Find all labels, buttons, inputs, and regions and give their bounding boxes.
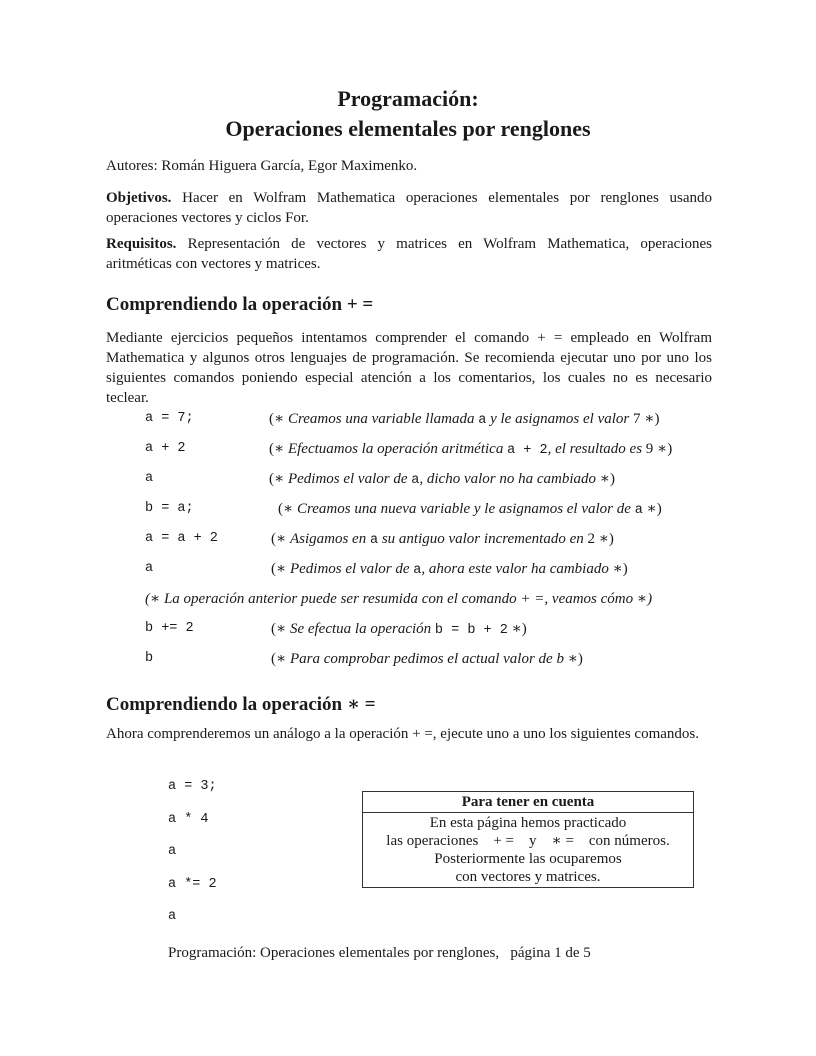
comment-part: Para comprobar pedimos el actual valor de b — [289, 651, 564, 667]
comment-part: a — [369, 533, 379, 548]
comment-part: su antiguo valor incrementado en — [378, 531, 588, 547]
comment-part: ∗) — [563, 651, 583, 667]
comment-part: Pedimos el valor de — [287, 471, 412, 487]
code-command: a = 7; — [145, 411, 194, 426]
section1-heading: Comprendiendo la operación + = — [106, 294, 374, 315]
comment-part: ∗) — [507, 621, 527, 637]
comment-part: (∗ — [278, 501, 297, 517]
comment-part: a — [411, 473, 420, 488]
code-row — [145, 618, 745, 648]
code-command: a — [145, 561, 154, 576]
authors: Autores: Román Higuera García, Egor Maximenko. — [106, 158, 418, 174]
objectives-paragraph — [106, 188, 712, 228]
comment-part: a — [413, 563, 422, 578]
note-line: Posteriormente las ocuparemos — [434, 851, 622, 867]
code-line: a — [168, 909, 177, 924]
comment-part: (∗ — [269, 471, 288, 487]
comment-part: , dicho valor no ha cambiado — [419, 471, 597, 487]
section1-code-block — [145, 408, 745, 588]
comment-part: Efectuamos la operación aritmética — [287, 441, 508, 457]
code-row — [145, 468, 745, 498]
code-comment — [278, 498, 662, 522]
code-row — [145, 408, 745, 438]
code-command: b = a; — [145, 501, 194, 516]
section1-intro: Mediante ejercicios pequeños intentamos comprender el comando + = empleado en Wolfram Mathematica y algunos otros lenguajes de programación. Se recomienda ejecutar uno por uno los siguientes comandos poniendo especial atención a los comentarios, los cuales no es necesario teclear. — [106, 330, 712, 406]
comment-part: Creamos una nueva variable y le asignamos el valor de — [296, 501, 635, 517]
code-row — [145, 558, 745, 588]
section1-code-block-2 — [145, 618, 745, 678]
code-command: b += 2 — [145, 621, 194, 636]
comment-part: , el resultado es — [547, 441, 646, 457]
comment-part: Creamos una variable llamada — [287, 411, 479, 427]
comment-part: ∗) — [594, 531, 614, 547]
comment-part: (∗ — [271, 561, 290, 577]
code-comment — [271, 558, 628, 582]
code-line: a *= 2 — [168, 876, 217, 892]
comment-part: , ahora este valor ha cambiado — [421, 561, 609, 577]
comment-part: ∗) — [653, 441, 673, 457]
objectives-label: Objetivos. — [106, 190, 172, 206]
note-line: con vectores y matrices. — [455, 869, 601, 885]
requirements-text: Representación de vectores y matrices en Wolfram Mathematica, operaciones aritméticas con vectores y matrices. — [106, 236, 712, 272]
code-comment — [269, 438, 672, 462]
code-row — [145, 648, 745, 678]
note-box — [362, 791, 694, 888]
code-command: b — [145, 651, 154, 666]
section2-intro: Ahora comprenderemos un análogo a la operación + =, ejecute uno a uno los siguientes comandos. — [106, 726, 699, 742]
objectives-text: Hacer en Wolfram Mathematica operaciones elementales por renglones usando operaciones vectores y ciclos For. — [106, 190, 712, 226]
comment-part: ∗) — [642, 501, 662, 517]
page-footer: Programación: Operaciones elementales por renglones, página 1 de 5 — [168, 945, 591, 961]
comment-part: y le asignamos el valor — [486, 411, 633, 427]
note-line: las operaciones + = y ∗ = con números. — [386, 833, 670, 849]
comment-part: 7 — [633, 411, 641, 427]
section2-code-block — [168, 776, 217, 939]
code-line: a — [168, 844, 177, 859]
code-comment — [271, 528, 614, 552]
comment-part: Se efectua la operación — [289, 621, 435, 637]
code-command: a — [145, 471, 154, 486]
code-line: a * 4 — [168, 811, 209, 827]
code-comment — [271, 648, 583, 672]
code-comment — [269, 408, 659, 432]
code-row — [145, 498, 745, 528]
comment-part: 2 — [587, 531, 595, 547]
comment-part: (∗ — [271, 621, 290, 637]
code-comment — [269, 468, 615, 492]
code-row — [145, 438, 745, 468]
comment-part: b = b + 2 — [434, 623, 508, 638]
code-line: a = 3; — [168, 779, 217, 794]
page-title-line1: Programación: — [337, 86, 479, 111]
code-command: a = a + 2 — [145, 531, 218, 546]
summary-comment: (∗ La operación anterior puede ser resumida con el comando + =, veamos cómo ∗) — [145, 591, 653, 607]
note-heading: Para tener en cuenta — [363, 792, 693, 813]
comment-part: ∗) — [596, 471, 615, 487]
comment-part: ∗) — [608, 561, 628, 577]
section2-heading: Comprendiendo la operación ∗ = — [106, 694, 376, 715]
comment-part: Asigamos en — [289, 531, 370, 547]
comment-part: (∗ — [271, 651, 290, 667]
comment-part: a + 2 — [507, 443, 548, 458]
code-row — [145, 528, 745, 558]
note-line: En esta página hemos practicado — [429, 815, 627, 831]
page-title-line2: Operaciones elementales por renglones — [225, 116, 591, 141]
comment-part: a — [478, 413, 487, 428]
comment-part: (∗ — [269, 411, 288, 427]
code-comment — [271, 618, 527, 642]
comment-part: 9 — [645, 441, 654, 457]
requirements-paragraph — [106, 234, 712, 274]
comment-part: Pedimos el valor de — [289, 561, 414, 577]
comment-part: (∗ — [269, 441, 288, 457]
requirements-label: Requisitos. — [106, 236, 177, 252]
comment-part: (∗ — [271, 531, 290, 547]
comment-part: a — [634, 503, 643, 518]
comment-part: ∗) — [640, 411, 660, 427]
code-command: a + 2 — [145, 441, 186, 456]
